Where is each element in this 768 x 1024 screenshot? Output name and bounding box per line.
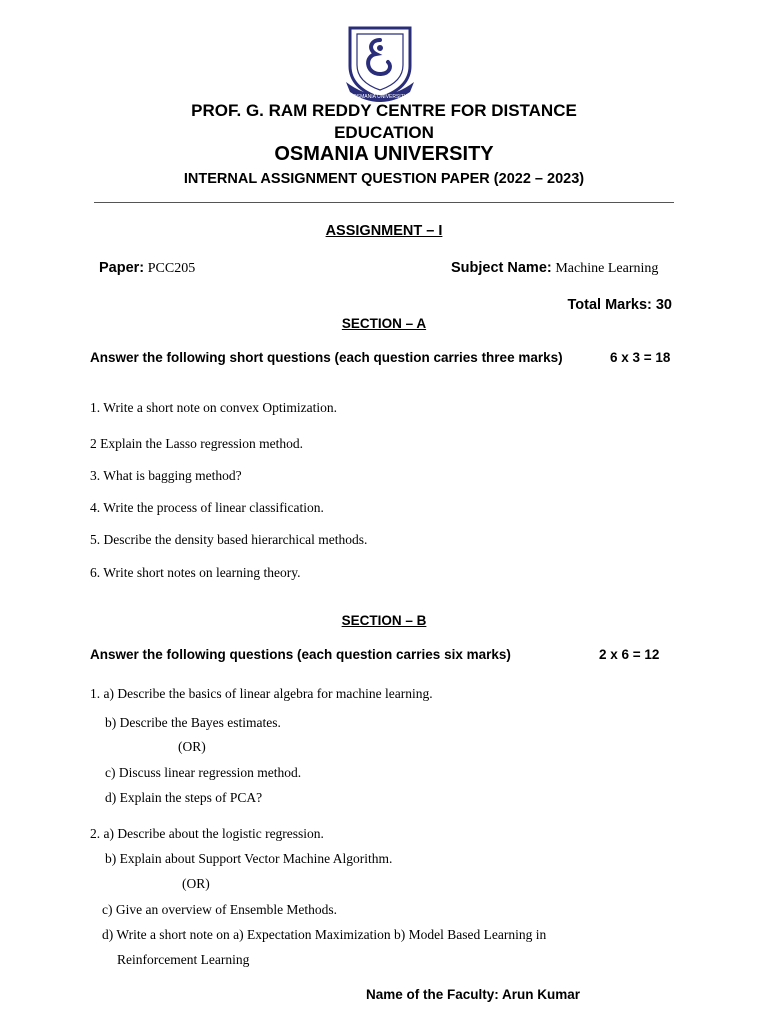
question-b2b: b) Explain about Support Vector Machine Algorithm. (105, 851, 393, 866)
logo-text: OSMANIA UNIVERSITY (352, 94, 408, 100)
paper-title: INTERNAL ASSIGNMENT QUESTION PAPER (2022 – 2023) (183, 171, 585, 187)
centre-name: PROF. G. RAM REDDY CENTRE FOR DISTANCE (191, 101, 577, 120)
paper-code: PCC205 (147, 261, 196, 276)
section-b-instruction: Answer the following questions (each question carries six marks) (90, 647, 511, 662)
question-a4: 4. Write the process of linear classification. (90, 500, 324, 515)
section-a-instruction: Answer the following short questions (each question carries three marks) (90, 350, 563, 365)
or-separator-2: (OR) (182, 876, 210, 891)
question-b2c: c) Give an overview of Ensemble Methods. (102, 902, 338, 917)
question-b2d-continued: Reinforcement Learning (117, 952, 250, 967)
question-a5: 5. Describe the density based hierarchical methods. (90, 532, 368, 547)
faculty-name: Name of the Faculty: Arun Kumar (366, 987, 581, 1002)
question-b1c: c) Discuss linear regression method. (105, 765, 302, 780)
question-a6: 6. Write short notes on learning theory. (90, 565, 301, 580)
question-b2a: 2. a) Describe about the logistic regression. (90, 826, 324, 841)
question-a2: 2 Explain the Lasso regression method. (90, 436, 303, 451)
total-marks: Total Marks: 30 (567, 297, 672, 313)
paper-label: Paper: (99, 260, 145, 276)
section-b-title: SECTION – B (341, 613, 427, 628)
divider (94, 202, 674, 203)
section-a-marks: 6 x 3 = 18 (610, 350, 671, 365)
university-name: OSMANIA UNIVERSITY (274, 143, 494, 165)
centre-name-line2: EDUCATION (334, 123, 434, 142)
question-a1: 1. Write a short note on convex Optimization. (90, 400, 338, 415)
subject-line (451, 260, 658, 277)
university-logo (344, 22, 416, 102)
footer-clip (0, 986, 768, 1002)
or-separator-1: (OR) (178, 739, 206, 754)
section-a-title: SECTION – A (341, 316, 427, 331)
subject-name: Machine Learning (555, 261, 659, 276)
assignment-title: ASSIGNMENT – I (325, 223, 443, 239)
subject-label: Subject Name: (451, 260, 552, 276)
question-b2d: d) Write a short note on a) Expectation Maximization b) Model Based Learning in (102, 927, 547, 942)
question-b1d: d) Explain the steps of PCA? (105, 790, 263, 805)
paper-line (99, 260, 195, 277)
question-a3: 3. What is bagging method? (90, 468, 242, 483)
question-b1a: 1. a) Describe the basics of linear algebra for machine learning. (90, 686, 433, 701)
question-b1b: b) Describe the Bayes estimates. (105, 715, 281, 730)
section-b-marks: 2 x 6 = 12 (599, 647, 660, 662)
